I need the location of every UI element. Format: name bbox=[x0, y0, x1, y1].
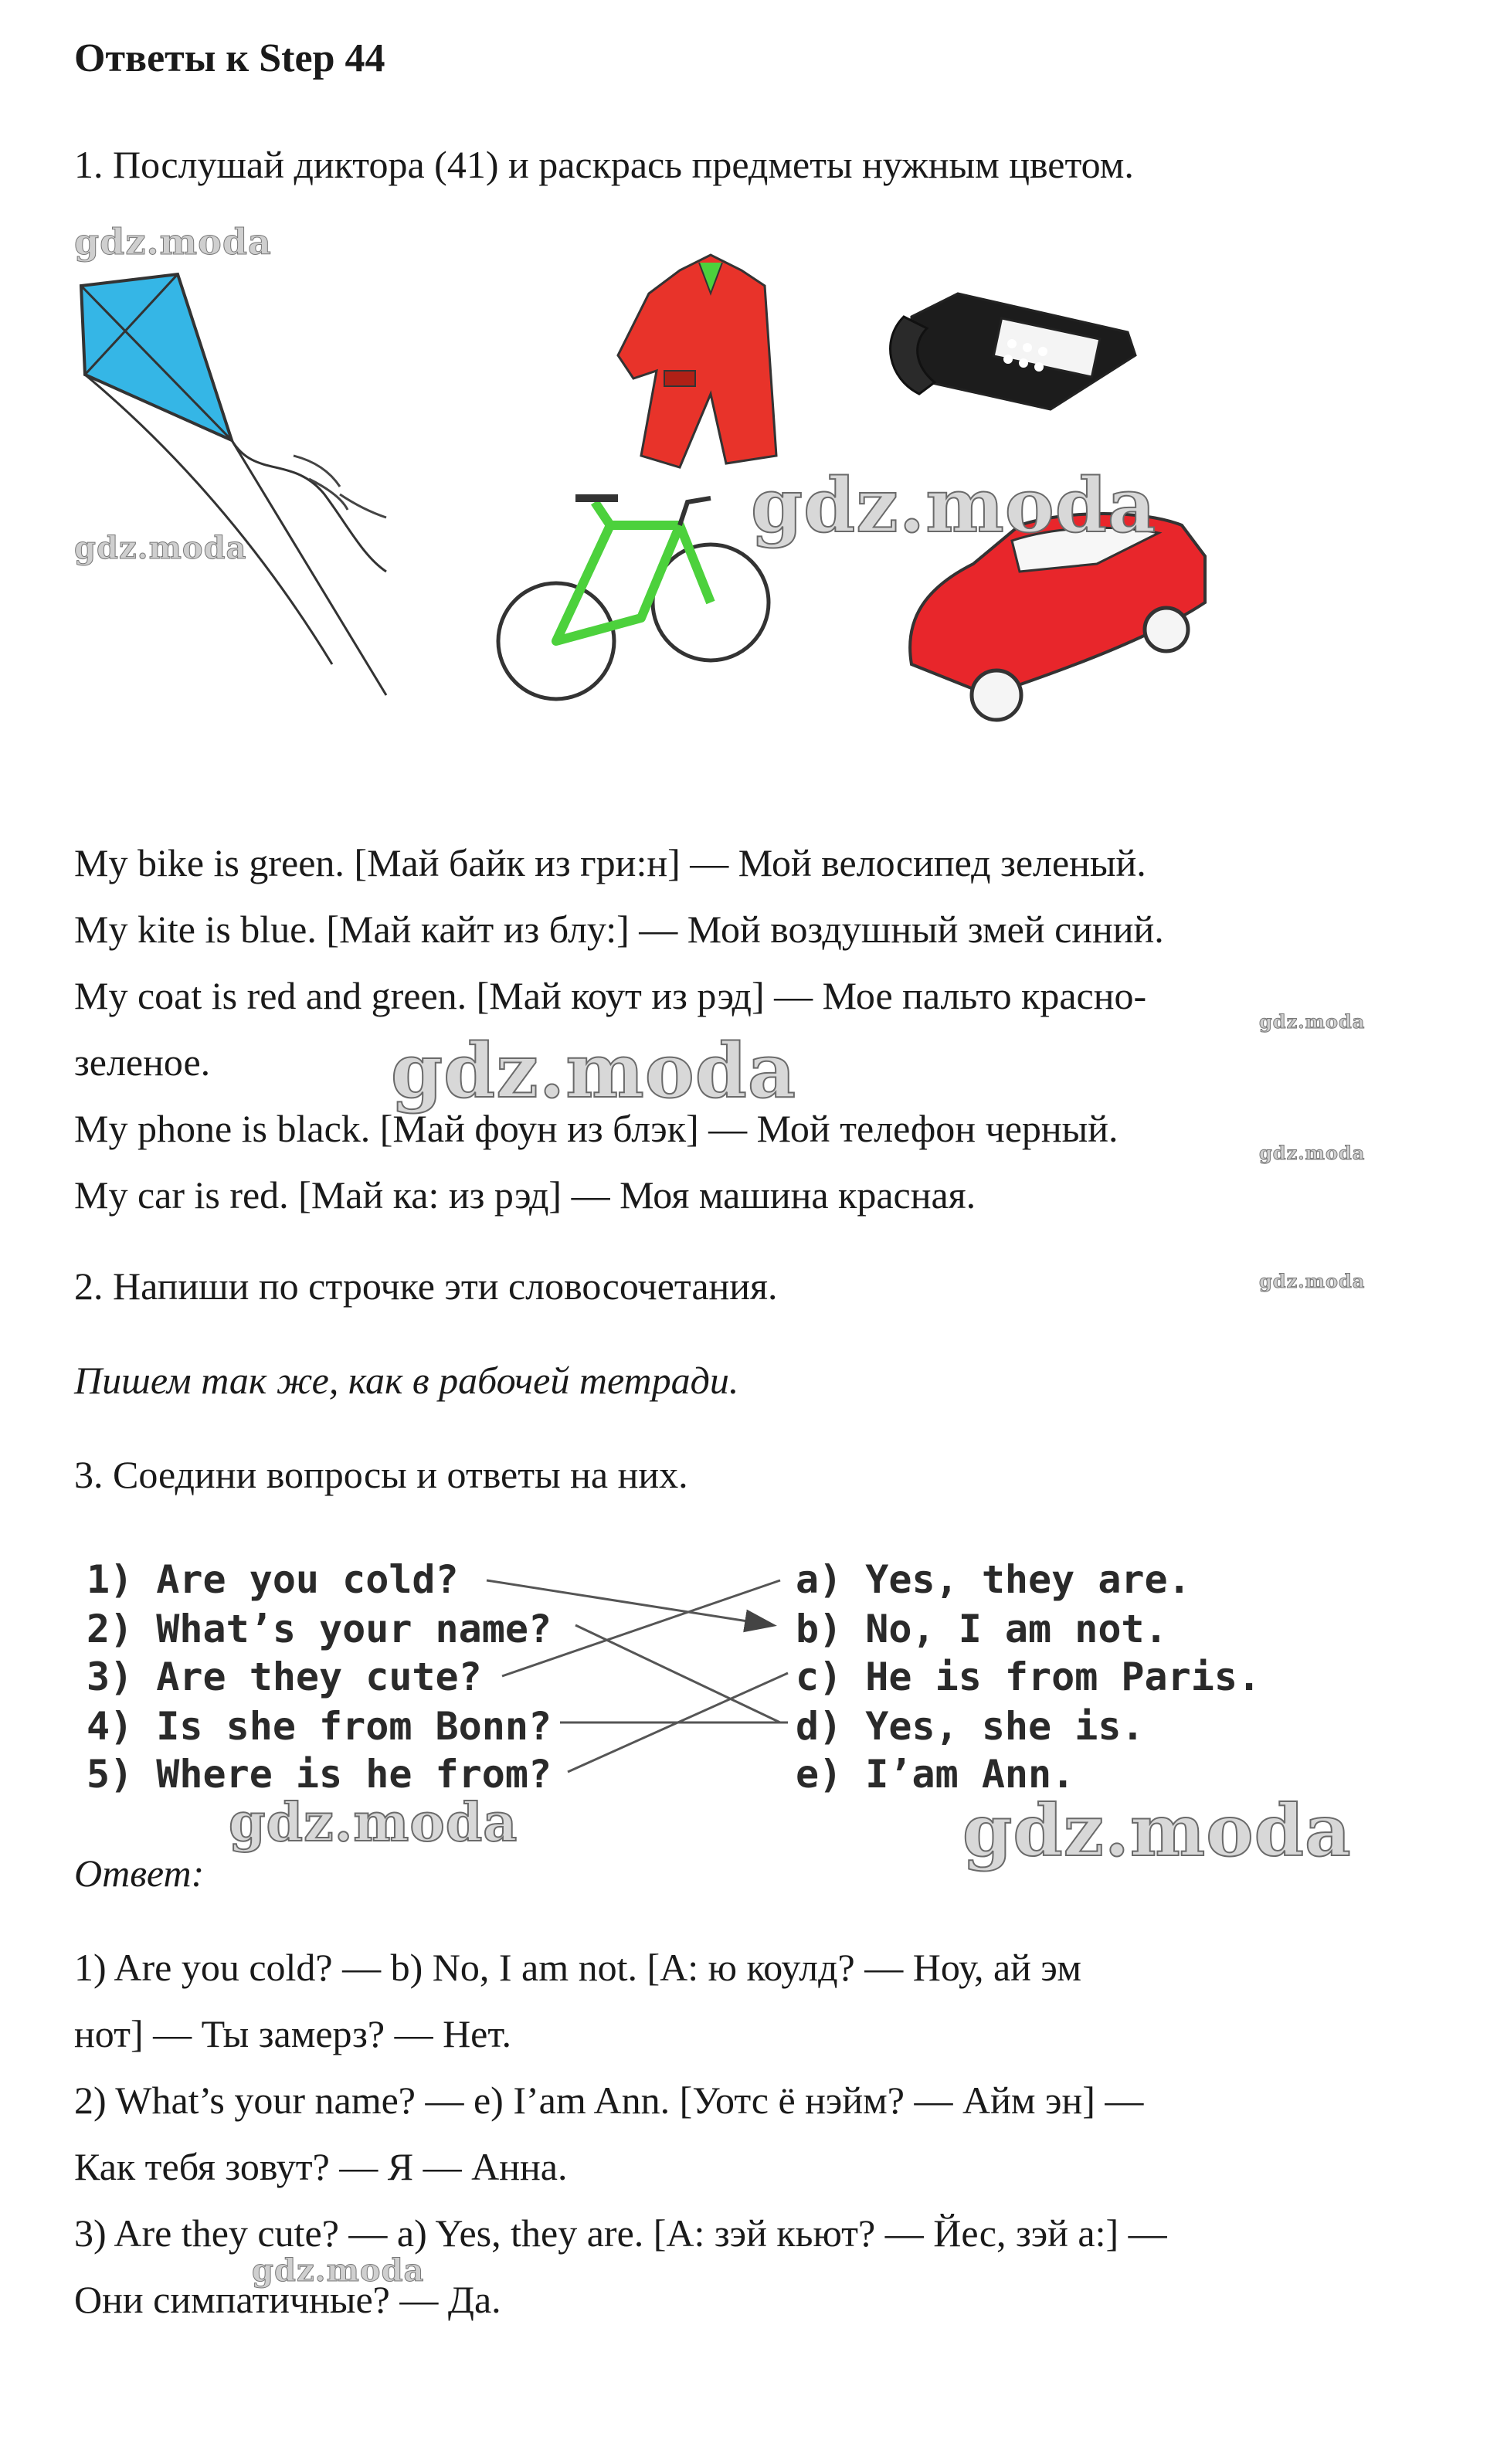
coat-image bbox=[618, 255, 776, 467]
task1-heading: 1. Послушай диктора (41) и раскрась предметы нужным цветом. bbox=[74, 143, 1134, 186]
watermark: gdz.moda bbox=[391, 1027, 797, 1115]
answer-line: 1) Are you cold? — b) No, I am not. [А: ю коулд? — Ноу, ай эм bbox=[74, 1946, 1082, 1989]
question-item: 5) Where is he from? bbox=[87, 1752, 552, 1797]
task1-line: My car is red. [Май ка: из рэд] — Моя машина красная. bbox=[74, 1173, 976, 1217]
answer-line: Они симпатичные? — Да. bbox=[74, 2278, 501, 2321]
watermark: gdz.moda bbox=[74, 530, 247, 566]
watermark: gdz.moda bbox=[962, 1789, 1352, 1872]
answer-item: b) No, I am not. bbox=[796, 1607, 1168, 1651]
answer-line: нот] — Ты замерз? — Нет. bbox=[74, 2012, 511, 2055]
watermark: gdz.moda bbox=[229, 1792, 518, 1854]
task1-line: My phone is black. [Май фоун из блэк] — Мой телефон черный. bbox=[74, 1107, 1119, 1150]
task1-line: My bike is green. [Май байк из гри:н] — Мой велосипед зеленый. bbox=[74, 841, 1146, 884]
phone-image bbox=[891, 294, 1135, 409]
bike-image bbox=[498, 498, 769, 699]
watermark: gdz.moda bbox=[1259, 1142, 1366, 1164]
kite-image bbox=[81, 274, 386, 695]
answer-item: c) He is from Paris. bbox=[796, 1655, 1261, 1699]
watermark: gdz.moda bbox=[252, 2252, 425, 2289]
answer-item: d) Yes, she is. bbox=[796, 1704, 1145, 1749]
page-title: Ответы к Step 44 bbox=[74, 36, 385, 80]
task1-line: My kite is blue. [Май кайт из блу:] — Мой воздушный змей синий. bbox=[74, 908, 1164, 951]
match-line bbox=[502, 1580, 780, 1676]
answer-label: Ответ: bbox=[74, 1851, 205, 1895]
question-item: 1) Are you cold? bbox=[87, 1557, 459, 1602]
watermark: gdz.moda bbox=[751, 462, 1157, 549]
answer-item: a) Yes, they are. bbox=[796, 1557, 1191, 1602]
question-item: 4) Is she from Bonn? bbox=[87, 1704, 552, 1749]
question-item: 3) Are they cute? bbox=[87, 1655, 482, 1699]
watermark: gdz.moda bbox=[74, 221, 272, 263]
answer-line: Как тебя зовут? — Я — Анна. bbox=[74, 2145, 568, 2188]
task1-illustration bbox=[0, 201, 1497, 788]
task1-line: зеленое. bbox=[74, 1040, 211, 1084]
answer-item: e) I’am Ann. bbox=[796, 1752, 1075, 1797]
watermark: gdz.moda bbox=[1259, 1270, 1366, 1292]
task1-line: My coat is red and green. [Май коут из рэд] — Мое пальто красно- bbox=[74, 974, 1147, 1017]
task2-heading: 2. Напиши по строчке эти словосочетания. bbox=[74, 1264, 778, 1308]
answer-line: 3) Are they cute? — a) Yes, they are. [А: зэй кьют? — Йес, зэй а:] — bbox=[74, 2211, 1167, 2255]
task2-note: Пишем так же, как в рабочей тетради. bbox=[74, 1359, 739, 1402]
answer-line: 2) What’s your name? — e) I’am Ann. [Уотс ё нэйм? — Айм эн] — bbox=[74, 2079, 1144, 2122]
watermark: gdz.moda bbox=[1259, 1010, 1366, 1033]
matching-lines bbox=[0, 1545, 1497, 1807]
question-item: 2) What’s your name? bbox=[87, 1607, 552, 1651]
match-line bbox=[487, 1580, 772, 1625]
task3-heading: 3. Соедини вопросы и ответы на них. bbox=[74, 1453, 688, 1496]
